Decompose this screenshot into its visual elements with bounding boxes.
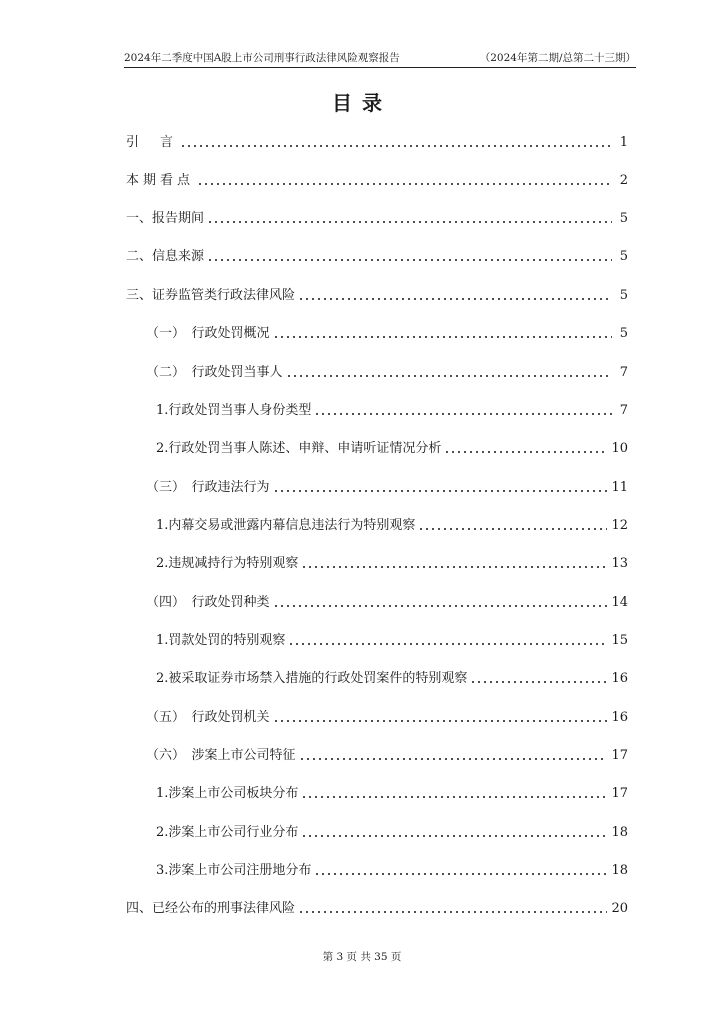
dot-leader (273, 719, 608, 723)
dot-leader (301, 565, 607, 569)
dot-leader (273, 335, 612, 339)
toc-entry-page: 14 (611, 595, 628, 610)
toc-entry-page: 7 (619, 403, 628, 418)
toc-entry-section-3-6-1[interactable] (156, 785, 628, 803)
dot-leader (197, 182, 612, 186)
toc-entry-page: 16 (611, 671, 628, 686)
toc-entry-section-4[interactable] (126, 900, 628, 918)
header-issue-number: （2024年第二期/总第二十三期） (479, 52, 636, 64)
toc-entry-page: 10 (611, 441, 628, 456)
toc-entry-section-2[interactable] (126, 248, 628, 266)
dot-leader (207, 258, 612, 262)
toc-entry-label: 引 言 (126, 135, 178, 150)
toc-entry-label: （三） 行政违法行为 (146, 480, 270, 495)
toc-entry-label: （一） 行政处罚概况 (146, 326, 270, 341)
dot-leader (180, 144, 612, 148)
toc-entry-page: 13 (611, 556, 628, 571)
toc-entry-page: 5 (619, 326, 628, 341)
toc-entry-section-3-3-1[interactable] (156, 517, 628, 535)
toc-entry-highlights[interactable] (126, 172, 628, 190)
toc-entry-page: 5 (619, 211, 628, 226)
toc-entry-section-3-1[interactable] (146, 325, 628, 343)
toc-entry-introduction[interactable] (126, 134, 628, 152)
dot-leader (444, 450, 607, 454)
toc-entry-section-3-6-3[interactable] (156, 862, 628, 880)
toc-entry-page: 18 (611, 863, 628, 878)
toc-heading: 目录 (332, 91, 392, 115)
toc-entry-section-3-2[interactable] (146, 364, 628, 382)
toc-entry-label: 2.涉案上市公司行业分布 (156, 825, 299, 840)
toc-entry-label: 三、证券监管类行政法律风险 (126, 288, 296, 303)
toc-entry-label: 1.罚款处罚的特别观察 (156, 633, 286, 648)
dot-leader (470, 680, 607, 684)
toc-entry-page: 2 (619, 173, 628, 188)
dot-leader (298, 910, 607, 914)
toc-entry-label: 1.涉案上市公司板块分布 (156, 786, 299, 801)
toc-entry-section-3-2-1[interactable] (156, 402, 628, 420)
toc-entry-label: 本期看点 (126, 173, 195, 188)
toc-entry-page: 20 (611, 901, 628, 916)
toc-entry-page: 17 (611, 786, 628, 801)
dot-leader (298, 297, 612, 301)
toc-entry-page: 18 (611, 825, 628, 840)
toc-entry-page: 11 (611, 480, 628, 495)
toc-entry-page: 17 (611, 748, 628, 763)
toc-entry-label: 二、信息来源 (126, 249, 205, 264)
dot-leader (299, 757, 608, 761)
toc-entry-page: 7 (619, 365, 628, 380)
dot-leader (418, 527, 607, 531)
toc-entry-page: 16 (611, 710, 628, 725)
toc-entry-page: 12 (611, 518, 628, 533)
dot-leader (288, 642, 607, 646)
toc-entry-section-3-4[interactable] (146, 594, 628, 612)
dot-leader (207, 220, 612, 224)
toc-entry-label: 四、已经公布的刑事法律风险 (126, 901, 296, 916)
dot-leader (314, 872, 607, 876)
dot-leader (286, 374, 612, 378)
toc-entry-page: 5 (619, 249, 628, 264)
toc-entry-section-3-4-2[interactable] (156, 670, 628, 688)
toc-entry-section-3-6-2[interactable] (156, 824, 628, 842)
toc-entry-section-3-3[interactable] (146, 479, 628, 497)
toc-entry-label: 1.行政处罚当事人身份类型 (156, 403, 312, 418)
toc-entry-label: （四） 行政处罚种类 (146, 595, 270, 610)
dot-leader (314, 412, 612, 416)
toc-entry-label: （五） 行政处罚机关 (146, 710, 270, 725)
toc-entry-label: 2.行政处罚当事人陈述、申辩、申请听证情况分析 (156, 441, 442, 456)
toc-entry-section-3-6[interactable] (146, 747, 628, 765)
header-report-title: 2024年二季度中国A股上市公司刑事行政法律风险观察报告 (124, 52, 400, 64)
dot-leader (301, 834, 607, 838)
toc-entry-page: 1 (619, 135, 628, 150)
toc-entry-section-3[interactable] (126, 287, 628, 305)
toc-entry-section-1[interactable] (126, 210, 628, 228)
toc-entry-section-3-4-1[interactable] (156, 632, 628, 650)
toc-entry-label: 1.内幕交易或泄露内幕信息违法行为特别观察 (156, 518, 416, 533)
toc-entry-page: 5 (619, 288, 628, 303)
page-number-footer: 第 3 页 共 35 页 (322, 951, 402, 963)
toc-entry-label: 一、报告期间 (126, 211, 205, 226)
toc-entry-page: 15 (611, 633, 628, 648)
toc-entry-label: 2.违规减持行为特别观察 (156, 556, 299, 571)
dot-leader (301, 795, 607, 799)
toc-entry-section-3-5[interactable] (146, 709, 628, 727)
dot-leader (273, 604, 608, 608)
toc-entry-label: 3.涉案上市公司注册地分布 (156, 863, 312, 878)
dot-leader (273, 489, 608, 493)
toc-entry-section-3-2-2[interactable] (156, 440, 628, 458)
toc-entry-label: （二） 行政处罚当事人 (146, 365, 283, 380)
toc-entry-label: 2.被采取证券市场禁入措施的行政处罚案件的特别观察 (156, 671, 468, 686)
toc-entry-section-3-3-2[interactable] (156, 555, 628, 573)
toc-entry-label: （六） 涉案上市公司特征 (146, 748, 296, 763)
